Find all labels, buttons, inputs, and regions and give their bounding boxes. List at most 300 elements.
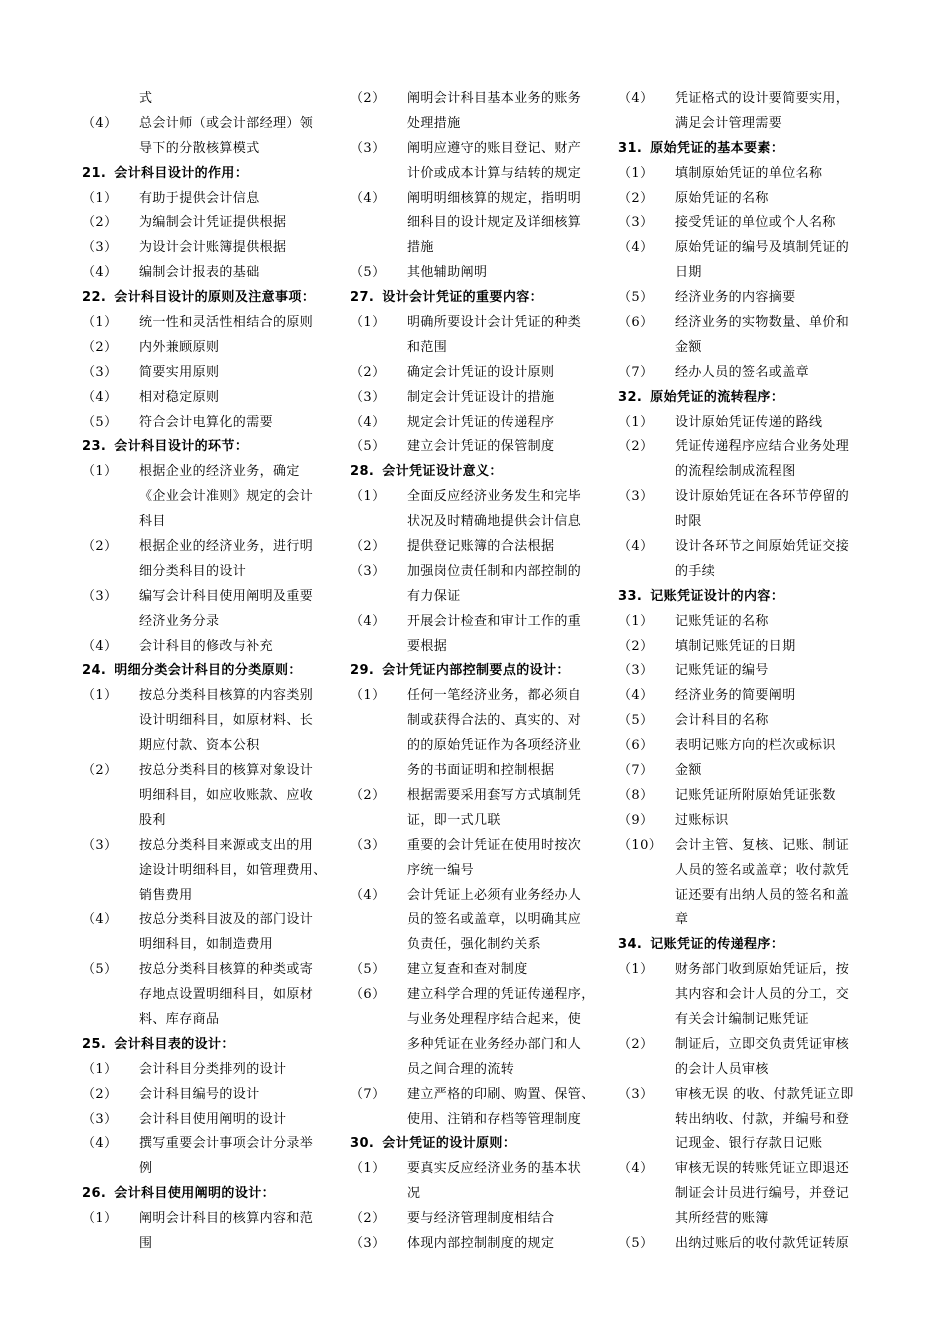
item-number xyxy=(350,1108,407,1133)
item-number: （1） xyxy=(350,1161,386,1177)
item-text: 时限 xyxy=(675,514,702,530)
item-number: （1） xyxy=(350,489,386,505)
item-number: （1） xyxy=(618,613,654,629)
item-number: （3） xyxy=(618,663,654,679)
section-number: 28. xyxy=(350,464,375,480)
item-text: 统一性和灵活性相结合的原则 xyxy=(139,315,314,331)
item-number xyxy=(618,261,675,286)
item-number: （4） xyxy=(618,91,654,106)
item-text: 要与经济管理制度相结合 xyxy=(407,1211,555,1227)
item-number: （2） xyxy=(618,638,654,654)
item-text: 相对稳定原则 xyxy=(139,389,220,405)
list-item xyxy=(82,535,344,560)
item-number: （4） xyxy=(618,1161,654,1177)
list-item-continuation xyxy=(350,211,612,236)
list-item xyxy=(618,958,880,983)
list-item-continuation xyxy=(350,1008,612,1033)
item-text: 员之间合理的流转 xyxy=(407,1061,515,1077)
list-item xyxy=(618,485,880,510)
list-item-continuation xyxy=(82,859,344,884)
item-number: （3） xyxy=(618,489,654,505)
list-item-continuation xyxy=(350,809,612,834)
item-number xyxy=(350,510,407,535)
item-text: 根据企业的经济业务，确定 xyxy=(139,464,300,480)
item-text: 确定会计凭证的设计原则 xyxy=(407,364,555,380)
list-item xyxy=(350,958,612,983)
section-number: 31. xyxy=(618,140,643,156)
item-text: 按总分类科目来源或支出的用 xyxy=(139,837,314,853)
list-item-continuation xyxy=(350,236,612,261)
item-text: 撰写重要会计事项会计分录举 xyxy=(139,1136,314,1152)
item-number xyxy=(618,1182,675,1207)
section-title: 原始凭证的流转程序： xyxy=(650,389,785,405)
item-text: 审核无误 的收、付款凭证立即 xyxy=(675,1086,854,1102)
item-text: 况 xyxy=(407,1186,421,1202)
section-title: 记账凭证设计的内容： xyxy=(650,588,785,604)
item-number xyxy=(350,859,407,884)
list-item xyxy=(82,1132,344,1157)
item-number: （4） xyxy=(82,265,118,281)
list-item xyxy=(618,162,880,187)
item-number: （4） xyxy=(350,613,386,629)
list-item xyxy=(618,709,880,734)
item-text: 多种凭证在业务经办部门和人 xyxy=(407,1036,582,1052)
item-text: 会计凭证上必须有业务经办人 xyxy=(407,887,582,903)
list-item-continuation xyxy=(82,87,344,112)
item-text: 和范围 xyxy=(407,339,448,355)
item-text: 例 xyxy=(139,1161,153,1177)
section-title: 会计科目使用阐明的设计： xyxy=(114,1186,276,1202)
list-item xyxy=(350,684,612,709)
item-text: 有力保证 xyxy=(407,588,461,604)
item-text: 建立严格的印刷、购置、保管、 xyxy=(407,1086,595,1102)
list-item-continuation xyxy=(618,1108,880,1133)
item-text: 的会计人员审核 xyxy=(675,1061,769,1077)
list-item xyxy=(618,784,880,809)
item-text: 根据需要采用套写方式填制凭 xyxy=(407,787,582,803)
list-item-continuation xyxy=(350,635,612,660)
section-number: 27. xyxy=(350,290,375,306)
item-number xyxy=(82,709,139,734)
item-number: （2） xyxy=(350,364,386,380)
item-number: （1） xyxy=(82,1061,118,1077)
item-number xyxy=(82,884,139,909)
item-number xyxy=(82,1232,139,1257)
list-item xyxy=(618,809,880,834)
list-item xyxy=(618,187,880,212)
item-number: （3） xyxy=(82,364,118,380)
item-text: 总会计师（或会计部经理）领 xyxy=(139,115,314,131)
list-item xyxy=(350,535,612,560)
item-text: 状况及时精确地提供会计信息 xyxy=(407,514,582,530)
item-text: 按总分类科目核算的种类或寄 xyxy=(139,962,314,978)
item-text: 重要的会计凭证在使用时按次 xyxy=(407,837,582,853)
list-item xyxy=(82,460,344,485)
item-text: 阐明会计科目基本业务的账务 xyxy=(407,91,582,106)
list-item xyxy=(350,87,612,112)
item-number: （6） xyxy=(618,315,654,331)
item-number: （5） xyxy=(618,1235,654,1251)
list-item xyxy=(618,1157,880,1182)
item-number: （1） xyxy=(618,165,654,181)
list-item-continuation xyxy=(618,336,880,361)
list-item-continuation xyxy=(350,759,612,784)
section-title: 会计凭证的设计原则： xyxy=(382,1136,517,1152)
item-text: 记现金、银行存款日记账 xyxy=(675,1136,823,1152)
item-text: 记账凭证所附原始凭证张数 xyxy=(675,787,836,803)
item-number: （2） xyxy=(82,1086,118,1102)
item-text: 细科目的设计规定及详细核算 xyxy=(407,215,582,231)
item-number xyxy=(82,734,139,759)
section-number: 23. xyxy=(82,439,107,455)
item-number: （1） xyxy=(82,315,118,331)
item-text: 章 xyxy=(675,912,689,928)
item-text: 与业务处理程序结合起来，使 xyxy=(407,1011,582,1027)
list-item xyxy=(82,834,344,859)
item-text: 经济业务的内容摘要 xyxy=(675,290,796,306)
text-column-3 xyxy=(618,87,880,1257)
list-item xyxy=(350,884,612,909)
item-text: 设计原始凭证在各环节停留的 xyxy=(675,489,850,505)
list-item xyxy=(82,1083,344,1108)
section-heading xyxy=(618,585,880,610)
item-number xyxy=(350,635,407,660)
item-number: （1） xyxy=(350,688,386,704)
item-text: 会计科目的名称 xyxy=(675,713,769,729)
list-item xyxy=(618,834,880,859)
item-number: （3） xyxy=(618,1086,654,1102)
list-item-continuation xyxy=(350,1033,612,1058)
item-number xyxy=(618,560,675,585)
list-item-continuation xyxy=(350,709,612,734)
list-item xyxy=(82,261,344,286)
item-number xyxy=(618,983,675,1008)
item-text: 证还要有出纳人员的签名和盖 xyxy=(675,887,850,903)
item-text: 加强岗位责任制和内部控制的 xyxy=(407,563,582,579)
item-text: 阐明会计科目的核算内容和范 xyxy=(139,1211,314,1227)
item-number xyxy=(618,336,675,361)
item-number: （5） xyxy=(350,265,386,281)
item-text: 式 xyxy=(139,91,153,106)
item-text: 金额 xyxy=(675,339,702,355)
list-item xyxy=(82,1207,344,1232)
item-text: 股利 xyxy=(139,812,166,828)
item-text: 设计原始凭证传递的路线 xyxy=(675,414,823,430)
item-text: 建立会计凭证的保管制度 xyxy=(407,439,555,455)
list-item xyxy=(618,684,880,709)
section-heading xyxy=(82,435,344,460)
list-item xyxy=(618,1033,880,1058)
item-text: 员的签名或盖章，以明确其应 xyxy=(407,912,582,928)
item-number: （8） xyxy=(618,787,654,803)
list-item xyxy=(82,211,344,236)
item-number: （2） xyxy=(618,1036,654,1052)
item-text: 为编制会计凭证提供根据 xyxy=(139,215,287,231)
list-item-continuation xyxy=(618,1182,880,1207)
list-item xyxy=(82,635,344,660)
item-text: 的手续 xyxy=(675,563,716,579)
list-item-continuation xyxy=(82,983,344,1008)
item-text: 《企业会计准则》规定的会计 xyxy=(139,489,314,505)
list-item-continuation xyxy=(82,809,344,834)
item-number xyxy=(618,859,675,884)
item-text: 明细科目，如应收账款、应收 xyxy=(139,787,314,803)
item-number xyxy=(82,983,139,1008)
item-number xyxy=(350,908,407,933)
item-number xyxy=(82,610,139,635)
item-number xyxy=(618,1008,675,1033)
list-item xyxy=(350,311,612,336)
item-text: 措施 xyxy=(407,240,434,256)
item-number xyxy=(82,87,139,112)
item-number xyxy=(82,560,139,585)
item-text: 符合会计电算化的需要 xyxy=(139,414,274,430)
item-number: （10） xyxy=(618,837,663,853)
item-number: （1） xyxy=(618,414,654,430)
item-number xyxy=(350,759,407,784)
item-number: （1） xyxy=(82,464,118,480)
item-text: 的的原始凭证作为各项经济业 xyxy=(407,738,582,754)
item-text: 制或获得合法的、真实的、对 xyxy=(407,713,582,729)
section-number: 21. xyxy=(82,165,107,181)
item-number: （3） xyxy=(82,1111,118,1127)
section-title: 会计科目设计的环节： xyxy=(114,439,249,455)
item-text: 使用、注销和存档等管理制度 xyxy=(407,1111,582,1127)
item-number: （5） xyxy=(350,439,386,455)
section-heading xyxy=(350,460,612,485)
item-number: （4） xyxy=(618,688,654,704)
list-item-continuation xyxy=(82,734,344,759)
list-item xyxy=(350,411,612,436)
section-number: 29. xyxy=(350,663,375,679)
item-text: 人员的签名或盖章；收付款凭 xyxy=(675,862,850,878)
item-number xyxy=(82,784,139,809)
item-text: 过账标识 xyxy=(675,812,729,828)
item-number xyxy=(618,1058,675,1083)
item-number: （7） xyxy=(618,364,654,380)
list-item xyxy=(350,1083,612,1108)
item-text: 提供登记账簿的合法根据 xyxy=(407,539,555,555)
item-text: 出纳过账后的收付款凭证转原 xyxy=(675,1235,850,1251)
item-text: 阐明应遵守的账目登记、财产 xyxy=(407,140,582,156)
item-number: （7） xyxy=(350,1086,386,1102)
item-number: （6） xyxy=(350,987,386,1003)
section-number: 34. xyxy=(618,937,643,953)
list-item-continuation xyxy=(82,1232,344,1257)
text-column-2 xyxy=(350,87,612,1257)
list-item-continuation xyxy=(618,859,880,884)
list-item xyxy=(350,1232,612,1257)
item-text: 务的书面证明和控制根据 xyxy=(407,763,555,779)
list-item xyxy=(350,1157,612,1182)
section-number: 25. xyxy=(82,1036,107,1052)
item-number: （9） xyxy=(618,812,654,828)
item-text: 规定会计凭证的传递程序 xyxy=(407,414,555,430)
list-item xyxy=(82,361,344,386)
item-number: （3） xyxy=(82,837,118,853)
list-item-continuation xyxy=(350,162,612,187)
item-number: （3） xyxy=(350,1235,386,1251)
item-text: 填制原始凭证的单位名称 xyxy=(675,165,823,181)
item-text: 途设计明细科目，如管理费用、 xyxy=(139,862,327,878)
item-number: （6） xyxy=(618,738,654,754)
item-number: （2） xyxy=(618,190,654,206)
item-text: 表明记账方向的栏次或标识 xyxy=(675,738,836,754)
list-item xyxy=(618,236,880,261)
list-item xyxy=(350,187,612,212)
item-number xyxy=(618,1207,675,1232)
list-item xyxy=(618,734,880,759)
item-text: 会计主管、复核、记账、制证 xyxy=(675,837,850,853)
list-item-continuation xyxy=(350,859,612,884)
list-item-continuation xyxy=(350,908,612,933)
item-text: 制证后，立即交负责凭证审核 xyxy=(675,1036,850,1052)
list-item xyxy=(350,361,612,386)
section-heading xyxy=(82,659,344,684)
item-text: 全面反应经济业务发生和完毕 xyxy=(407,489,582,505)
item-number: （7） xyxy=(618,763,654,779)
item-text: 围 xyxy=(139,1235,153,1251)
item-text: 简要实用原则 xyxy=(139,364,220,380)
item-text: 经济业务的实物数量、单价和 xyxy=(675,315,850,331)
list-item-continuation xyxy=(618,112,880,137)
list-item xyxy=(350,137,612,162)
section-number: 22. xyxy=(82,290,107,306)
item-text: 销售费用 xyxy=(139,887,193,903)
list-item-continuation xyxy=(82,137,344,162)
list-item-continuation xyxy=(618,261,880,286)
item-number xyxy=(350,211,407,236)
list-item-continuation xyxy=(350,1058,612,1083)
item-text: 明确所要设计会计凭证的种类 xyxy=(407,315,582,331)
item-number xyxy=(350,236,407,261)
list-item xyxy=(618,659,880,684)
item-number xyxy=(82,485,139,510)
item-number: （4） xyxy=(82,638,118,654)
item-number xyxy=(350,734,407,759)
section-number: 33. xyxy=(618,588,643,604)
section-number: 30. xyxy=(350,1136,375,1152)
list-item xyxy=(350,261,612,286)
item-number: （1） xyxy=(82,190,118,206)
item-number: （5） xyxy=(82,414,118,430)
item-text: 科目 xyxy=(139,514,166,530)
section-heading xyxy=(618,137,880,162)
list-item-continuation xyxy=(350,1182,612,1207)
item-text: 的流程绘制成流程图 xyxy=(675,464,796,480)
item-number xyxy=(350,1033,407,1058)
item-number: （3） xyxy=(82,240,118,256)
item-number: （5） xyxy=(618,713,654,729)
section-heading xyxy=(350,286,612,311)
item-text: 存地点设置明细科目，如原材 xyxy=(139,987,314,1003)
list-item xyxy=(82,336,344,361)
list-item xyxy=(82,759,344,784)
list-item-continuation xyxy=(350,112,612,137)
item-number: （4） xyxy=(82,115,118,131)
list-item-continuation xyxy=(82,933,344,958)
item-number xyxy=(350,933,407,958)
item-text: 其所经营的账簿 xyxy=(675,1211,769,1227)
item-number: （4） xyxy=(618,240,654,256)
item-text: 根据企业的经济业务，进行明 xyxy=(139,539,314,555)
item-text: 转出纳收、付款，并编号和登 xyxy=(675,1111,850,1127)
item-text: 按总分类科目核算的内容类别 xyxy=(139,688,314,704)
list-item xyxy=(350,386,612,411)
item-text: 记账凭证的名称 xyxy=(675,613,769,629)
section-heading xyxy=(82,1182,344,1207)
list-item-continuation xyxy=(350,1108,612,1133)
section-number: 32. xyxy=(618,389,643,405)
item-number xyxy=(618,112,675,137)
list-item xyxy=(618,435,880,460)
item-number: （3） xyxy=(350,140,386,156)
section-title: 会计科目设计的原则及注意事项： xyxy=(114,290,316,306)
list-item xyxy=(618,635,880,660)
item-text: 建立科学合理的凭证传递程序， xyxy=(407,987,595,1003)
section-title: 会计凭证设计意义： xyxy=(382,464,503,480)
item-number: （4） xyxy=(82,912,118,928)
list-item-continuation xyxy=(618,1207,880,1232)
item-number xyxy=(82,510,139,535)
item-number xyxy=(618,884,675,909)
list-item-continuation xyxy=(618,560,880,585)
list-item-continuation xyxy=(618,983,880,1008)
item-number xyxy=(350,1182,407,1207)
list-item-continuation xyxy=(82,1008,344,1033)
item-number xyxy=(82,1157,139,1182)
list-item xyxy=(82,684,344,709)
section-number: 26. xyxy=(82,1186,107,1202)
list-item xyxy=(350,435,612,460)
item-number: （2） xyxy=(350,787,386,803)
list-item xyxy=(350,1207,612,1232)
item-number: （4） xyxy=(350,414,386,430)
list-item-continuation xyxy=(82,560,344,585)
section-title: 原始凭证的基本要素： xyxy=(650,140,785,156)
item-number: （2） xyxy=(82,339,118,355)
item-text: 任何一笔经济业务，都必须自 xyxy=(407,688,582,704)
item-text: 经济业务分录 xyxy=(139,613,220,629)
item-text: 料、库存商品 xyxy=(139,1011,220,1027)
list-item-continuation xyxy=(350,734,612,759)
list-item-continuation xyxy=(350,933,612,958)
item-text: 会计科目编号的设计 xyxy=(139,1086,260,1102)
item-text: 会计科目分类排列的设计 xyxy=(139,1061,287,1077)
item-text: 接受凭证的单位或个人名称 xyxy=(675,215,836,231)
section-heading xyxy=(350,659,612,684)
item-number: （1） xyxy=(82,1211,118,1227)
item-text: 建立复查和查对制度 xyxy=(407,962,528,978)
item-number: （3） xyxy=(350,389,386,405)
list-item-continuation xyxy=(618,1058,880,1083)
item-number: （4） xyxy=(350,887,386,903)
list-item-continuation xyxy=(82,1157,344,1182)
item-text: 内外兼顾原则 xyxy=(139,339,220,355)
item-text: 制证会计员进行编号，并登记 xyxy=(675,1186,850,1202)
item-number: （3） xyxy=(82,588,118,604)
list-item-continuation xyxy=(82,709,344,734)
item-number xyxy=(82,137,139,162)
item-text: 按总分类科目的核算对象设计 xyxy=(139,763,314,779)
section-title: 设计会计凭证的重要内容： xyxy=(382,290,544,306)
section-heading xyxy=(82,162,344,187)
item-number xyxy=(618,1108,675,1133)
item-text: 其内容和会计人员的分工，交 xyxy=(675,987,850,1003)
item-text: 会计科目的修改与补充 xyxy=(139,638,274,654)
list-item xyxy=(82,585,344,610)
item-number xyxy=(618,460,675,485)
